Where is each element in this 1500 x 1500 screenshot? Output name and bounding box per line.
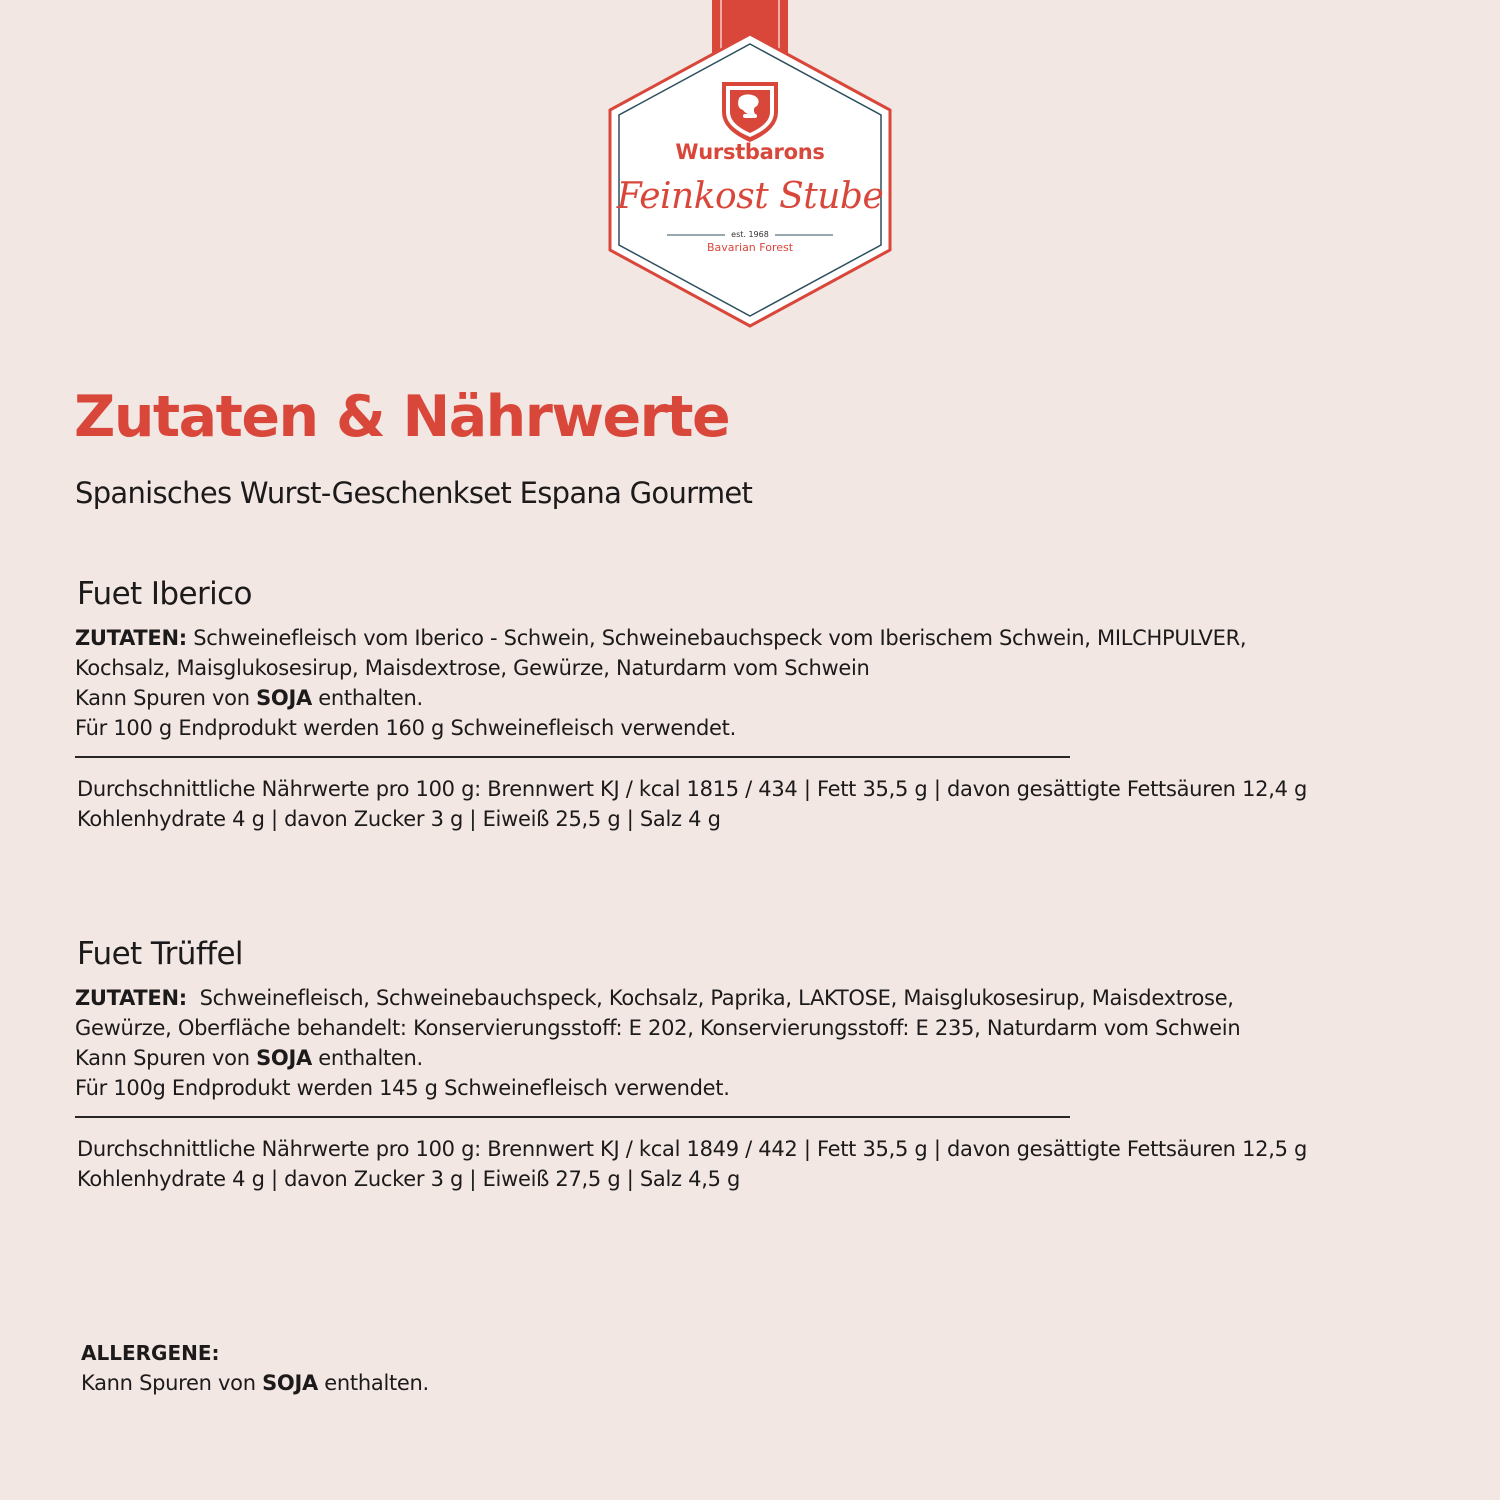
product-section [75,936,1375,1194]
divider [75,756,1070,758]
ingredients-text: Schweinefleisch, Schweinebauchspeck, Kochsalz, Paprika, LAKTOSE, Maisglukosesirup, Maisdextrose, [186,986,1234,1010]
page-title: Zutaten & Nährwerte [74,384,730,450]
page-subtitle: Spanisches Wurst-Geschenkset Espana Gourmet [75,476,753,510]
traces-suffix: enthalten. [311,1046,423,1070]
traces-prefix: Kann Spuren von [75,686,257,710]
brand-name: Wurstbarons [675,140,825,164]
ingredients-line: Kochsalz, Maisglukosesirup, Maisdextrose, Gewürze, Naturdarm vom Schwein [75,656,870,680]
traces-suffix: enthalten. [311,686,423,710]
ingredients-text: Schweinefleisch vom Iberico - Schwein, Schweinebauchspeck vom Iberischem Schwein, MILCHPULVER, [186,626,1247,650]
product-section [75,576,1375,834]
traces-allergen: SOJA [256,1046,312,1070]
traces-allergen: SOJA [256,686,312,710]
product-name: Fuet Iberico [77,576,252,612]
ingredients-line [75,983,1375,1013]
ingredients-label: ZUTATEN: [75,986,187,1010]
brand-script-name: Feinkost Stube [616,176,884,217]
ingredients-line [75,623,1375,653]
nutrition-line: Kohlenhydrate 4 g | davon Zucker 3 g | Eiweiß 27,5 g | Salz 4,5 g [77,1167,741,1191]
allergens-title: ALLERGENE: [81,1341,220,1365]
nutrition-info [75,774,1375,834]
allergens-line [81,1368,429,1398]
ingredients-line: Gewürze, Oberfläche behandelt: Konservierungsstoff: E 202, Konservierungsstoff: E 235, Naturdarm vom Schwein [75,1016,1241,1040]
allergens-section [81,1338,429,1398]
nutrition-line: Durchschnittliche Nährwerte pro 100 g: Brennwert KJ / kcal 1815 / 434 | Fett 35,5 g | davon gesättigte Fettsäuren 12,4 g [77,777,1308,801]
traces-line [75,1043,1375,1073]
product-name: Fuet Trüffel [77,936,243,972]
brand-region: Bavarian Forest [706,241,794,254]
brand-logo-badge [605,30,895,330]
allergens-prefix: Kann Spuren von [81,1371,263,1395]
traces-line [75,683,1375,713]
meat-note: Für 100g Endprodukt werden 145 g Schweinefleisch verwendet. [75,1076,730,1100]
allergens-allergen: SOJA [262,1371,318,1395]
ingredients-label: ZUTATEN: [75,626,187,650]
nutrition-line: Kohlenhydrate 4 g | davon Zucker 3 g | Eiweiß 25,5 g | Salz 4 g [77,807,721,831]
divider [75,1116,1070,1118]
nutrition-info [75,1134,1375,1194]
traces-prefix: Kann Spuren von [75,1046,257,1070]
meat-note: Für 100 g Endprodukt werden 160 g Schweinefleisch verwendet. [75,716,736,740]
brand-est: est. 1968 [731,230,769,239]
nutrition-line: Durchschnittliche Nährwerte pro 100 g: Brennwert KJ / kcal 1849 / 442 | Fett 35,5 g | davon gesättigte Fettsäuren 12,5 g [77,1137,1308,1161]
allergens-suffix: enthalten. [317,1371,429,1395]
